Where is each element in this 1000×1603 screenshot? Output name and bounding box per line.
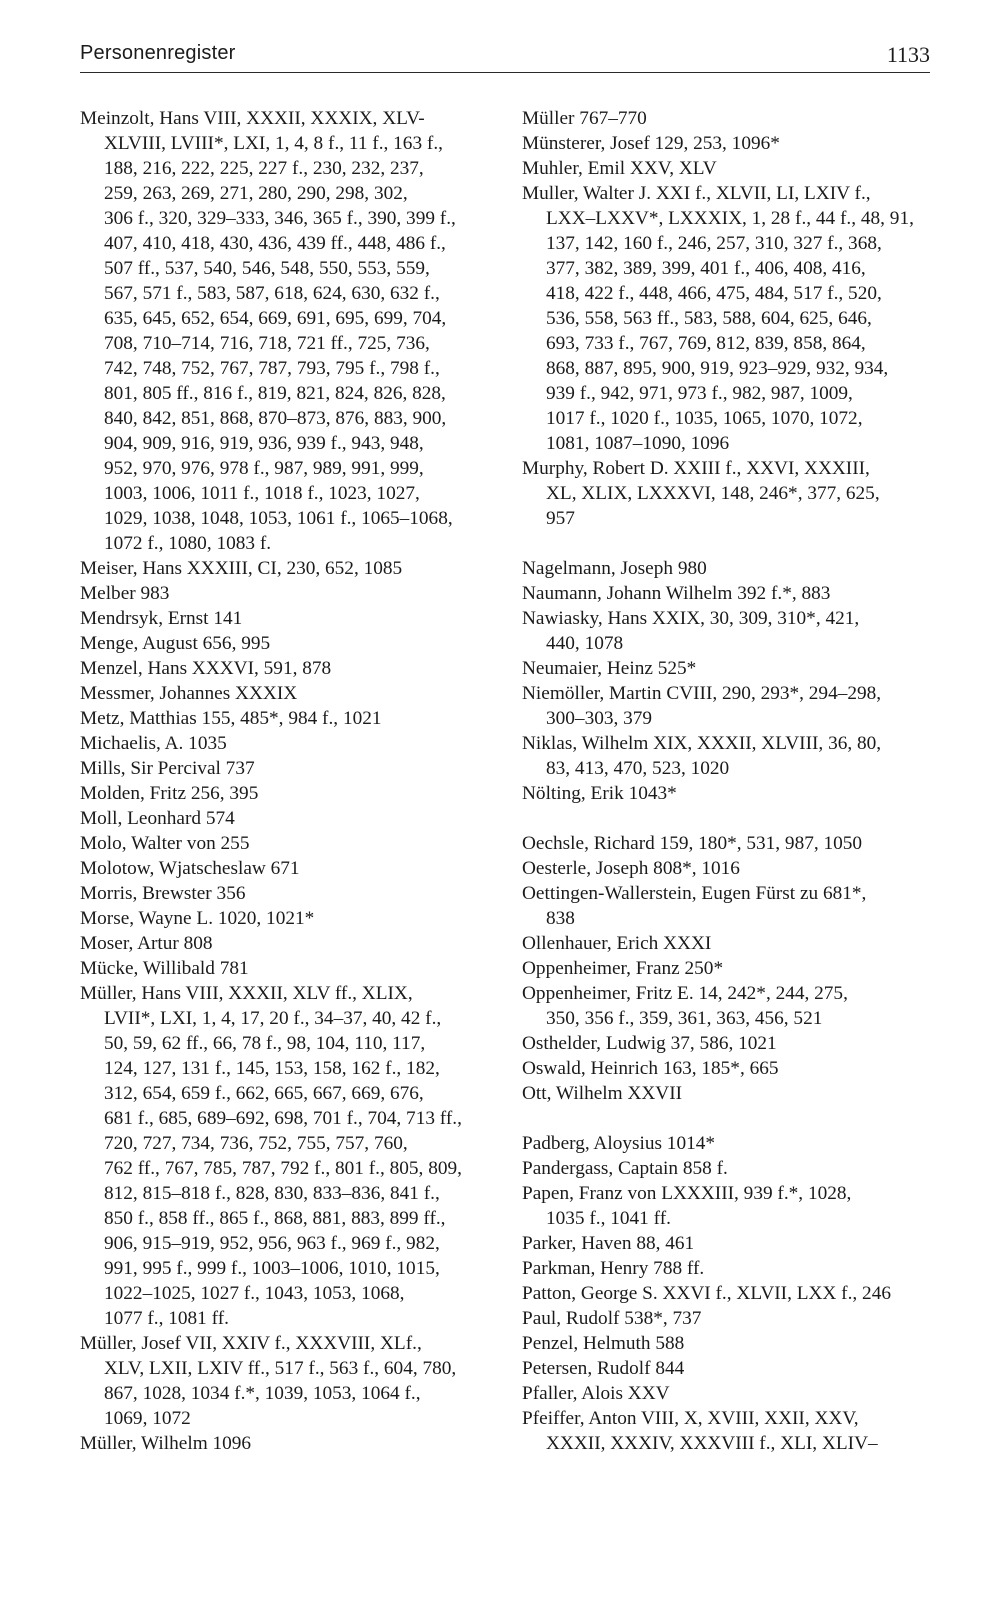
index-entry xyxy=(80,556,500,581)
index-entry-line: Ollenhauer, Erich XXXI xyxy=(522,933,712,954)
index-entry-line: 850 f., 858 ff., 865 f., 868, 881, 883, 899 ff., xyxy=(104,1208,446,1229)
index-entry xyxy=(80,656,500,681)
index-entry-line: 306 f., 320, 329–333, 346, 365 f., 390, 399 f., xyxy=(104,208,456,229)
index-entry-line: 708, 710–714, 716, 718, 721 ff., 725, 736, xyxy=(104,333,430,354)
index-entry-line: 867, 1028, 1034 f.*, 1039, 1053, 1064 f., xyxy=(104,1383,421,1404)
index-entry-line: Moll, Leonhard 574 xyxy=(80,808,235,829)
index-entry-line: Münsterer, Josef 129, 253, 1096* xyxy=(522,133,780,154)
index-entry-line: Müller, Wilhelm 1096 xyxy=(80,1433,252,1454)
index-entry xyxy=(80,631,500,656)
index-entry-line: 407, 410, 418, 430, 436, 439 ff., 448, 486 f., xyxy=(104,233,446,254)
index-entry xyxy=(522,731,937,781)
index-entry xyxy=(80,1431,500,1456)
index-entry-line: Oesterle, Joseph 808*, 1016 xyxy=(522,858,740,879)
index-entry-line: Oettingen-Wallerstein, Eugen Fürst zu 681*, xyxy=(522,883,867,904)
index-entry-line: XLVIII, LVIII*, LXI, 1, 4, 8 f., 11 f., 163 f., xyxy=(104,133,443,154)
index-entry-line: 50, 59, 62 ff., 66, 78 f., 98, 104, 110, 117, xyxy=(104,1033,426,1054)
index-column-right xyxy=(522,106,937,1456)
index-entry-line: 83, 413, 470, 523, 1020 xyxy=(546,758,730,779)
index-entry-line: 939 f., 942, 971, 973 f., 982, 987, 1009, xyxy=(546,383,853,404)
index-entry-line: Padberg, Aloysius 1014* xyxy=(522,1133,716,1154)
index-entry xyxy=(522,1356,937,1381)
index-entry-line: Menzel, Hans XXXVI, 591, 878 xyxy=(80,658,332,679)
index-entry xyxy=(80,831,500,856)
index-entry-line: 635, 645, 652, 654, 669, 691, 695, 699, 704, xyxy=(104,308,447,329)
index-entry xyxy=(522,156,937,181)
index-entry xyxy=(522,656,937,681)
index-entry-line: LVII*, LXI, 1, 4, 17, 20 f., 34–37, 40, 42 f., xyxy=(104,1008,442,1029)
index-entry-line: 906, 915–919, 952, 956, 963 f., 969 f., 982, xyxy=(104,1233,440,1254)
index-entry xyxy=(80,806,500,831)
index-entry-line: Pandergass, Captain 858 f. xyxy=(522,1158,728,1179)
letter-section-gap xyxy=(522,531,937,556)
index-entry-line: Parkman, Henry 788 ff. xyxy=(522,1258,705,1279)
index-entry xyxy=(522,1256,937,1281)
index-entry-line: Morse, Wayne L. 1020, 1021* xyxy=(80,908,315,929)
index-entry xyxy=(522,781,937,806)
index-entry-line: Meinzolt, Hans VIII, XXXII, XXXIX, XLV- xyxy=(80,108,425,129)
index-entry-line: Menge, August 656, 995 xyxy=(80,633,271,654)
index-entry xyxy=(80,956,500,981)
index-entry-line: Petersen, Rudolf 844 xyxy=(522,1358,685,1379)
index-entry-line: Muhler, Emil XXV, XLV xyxy=(522,158,717,179)
index-entry xyxy=(522,856,937,881)
index-entry-line: 312, 654, 659 f., 662, 665, 667, 669, 676, xyxy=(104,1083,424,1104)
index-entry-line: 350, 356 f., 359, 361, 363, 456, 521 xyxy=(546,1008,823,1029)
index-entry xyxy=(80,981,500,1331)
index-entry-line: Mendrsyk, Ernst 141 xyxy=(80,608,243,629)
index-entry xyxy=(522,956,937,981)
index-entry-line: Nagelmann, Joseph 980 xyxy=(522,558,707,579)
index-entry-line: Parker, Haven 88, 461 xyxy=(522,1233,695,1254)
index-entry-line: Müller 767–770 xyxy=(522,108,647,129)
index-entry xyxy=(522,1381,937,1406)
index-entry xyxy=(522,1331,937,1356)
index-entry xyxy=(80,106,500,556)
index-entry xyxy=(522,131,937,156)
index-entry-line: Müller, Josef VII, XXIV f., XXXVIII, XLf., xyxy=(80,1333,422,1354)
index-entry-line: 259, 263, 269, 271, 280, 290, 298, 302, xyxy=(104,183,408,204)
index-entry xyxy=(522,981,937,1031)
index-entry-line: Paul, Rudolf 538*, 737 xyxy=(522,1308,702,1329)
index-column-left xyxy=(80,106,500,1456)
index-entry xyxy=(80,756,500,781)
index-entry-line: 868, 887, 895, 900, 919, 923–929, 932, 934, xyxy=(546,358,889,379)
index-entry-line: Murphy, Robert D. XXIII f., XXVI, XXXIII, xyxy=(522,458,870,479)
index-entry-line: Molden, Fritz 256, 395 xyxy=(80,783,259,804)
letter-section-gap xyxy=(522,806,937,831)
index-entry xyxy=(522,1281,937,1306)
index-entry-line: Michaelis, A. 1035 xyxy=(80,733,227,754)
index-entry-line: Oechsle, Richard 159, 180*, 531, 987, 1050 xyxy=(522,833,863,854)
index-entry xyxy=(522,606,937,656)
page-header xyxy=(80,38,930,73)
index-entry-line: 957 xyxy=(546,508,575,529)
index-entry-line: Niklas, Wilhelm XIX, XXXII, XLVIII, 36, 80, xyxy=(522,733,882,754)
index-entry-line: 952, 970, 976, 978 f., 987, 989, 991, 999, xyxy=(104,458,424,479)
index-entry-line: 762 ff., 767, 785, 787, 792 f., 801 f., 805, 809, xyxy=(104,1158,462,1179)
index-entry xyxy=(80,906,500,931)
index-entry-line: Naumann, Johann Wilhelm 392 f.*, 883 xyxy=(522,583,831,604)
index-entry-line: Melber 983 xyxy=(80,583,170,604)
index-entry-line: 536, 558, 563 ff., 583, 588, 604, 625, 646, xyxy=(546,308,872,329)
index-entry-line: 1003, 1006, 1011 f., 1018 f., 1023, 1027, xyxy=(104,483,420,504)
index-entry-line: Molo, Walter von 255 xyxy=(80,833,250,854)
index-entry-line: 1081, 1087–1090, 1096 xyxy=(546,433,730,454)
index-entry-line: XL, XLIX, LXXXVI, 148, 246*, 377, 625, xyxy=(546,483,880,504)
index-entry-line: 507 ff., 537, 540, 546, 548, 550, 553, 559, xyxy=(104,258,430,279)
index-entry-line: Papen, Franz von LXXXIII, 939 f.*, 1028, xyxy=(522,1183,852,1204)
index-entry-line: 1022–1025, 1027 f., 1043, 1053, 1068, xyxy=(104,1283,405,1304)
index-entry-line: Patton, George S. XXVI f., XLVII, LXX f., 246 xyxy=(522,1283,891,1304)
index-entry-line: Nawiasky, Hans XXIX, 30, 309, 310*, 421, xyxy=(522,608,860,629)
index-entry-line: 377, 382, 389, 399, 401 f., 406, 408, 416, xyxy=(546,258,866,279)
index-entry-line: Meiser, Hans XXXIII, CI, 230, 652, 1085 xyxy=(80,558,403,579)
index-entry xyxy=(80,606,500,631)
index-entry-line: 742, 748, 752, 767, 787, 793, 795 f., 798 f., xyxy=(104,358,440,379)
index-entry xyxy=(522,181,937,456)
index-entry xyxy=(80,681,500,706)
index-entry-line: 440, 1078 xyxy=(546,633,624,654)
index-entry-line: XXXII, XXXIV, XXXVIII f., XLI, XLIV– xyxy=(546,1433,878,1454)
index-entry-line: Morris, Brewster 356 xyxy=(80,883,246,904)
index-entry xyxy=(80,1331,500,1431)
index-entry-line: XLV, LXII, LXIV ff., 517 f., 563 f., 604, 780, xyxy=(104,1358,457,1379)
index-entry xyxy=(522,681,937,731)
index-entry-line: Pfaller, Alois XXV xyxy=(522,1383,670,1404)
index-entry-line: Penzel, Helmuth 588 xyxy=(522,1333,685,1354)
index-entry-line: 681 f., 685, 689–692, 698, 701 f., 704, 713 ff., xyxy=(104,1108,462,1129)
index-entry xyxy=(522,1156,937,1181)
index-entry-line: 812, 815–818 f., 828, 830, 833–836, 841 f., xyxy=(104,1183,440,1204)
index-entry xyxy=(522,581,937,606)
index-entry xyxy=(522,1181,937,1231)
index-entry xyxy=(522,1081,937,1106)
index-entry xyxy=(522,1306,937,1331)
index-entry-line: Moser, Artur 808 xyxy=(80,933,213,954)
index-entry-line: LXX–LXXV*, LXXXIX, 1, 28 f., 44 f., 48, 91, xyxy=(546,208,914,229)
index-entry-line: 1069, 1072 xyxy=(104,1408,191,1429)
index-entry-line: 1077 f., 1081 ff. xyxy=(104,1308,229,1329)
index-entry xyxy=(522,456,937,531)
index-entry xyxy=(80,856,500,881)
index-entry-line: 904, 909, 916, 919, 936, 939 f., 943, 948, xyxy=(104,433,424,454)
index-entry-line: Metz, Matthias 155, 485*, 984 f., 1021 xyxy=(80,708,382,729)
index-entry xyxy=(80,581,500,606)
index-entry-line: Pfeiffer, Anton VIII, X, XVIII, XXII, XXV, xyxy=(522,1408,859,1429)
index-entry xyxy=(522,106,937,131)
index-entry xyxy=(80,731,500,756)
page-number: 1133 xyxy=(886,42,930,67)
index-entry-line: Niemöller, Martin CVIII, 290, 293*, 294–298, xyxy=(522,683,882,704)
index-entry-line: 840, 842, 851, 868, 870–873, 876, 883, 900, xyxy=(104,408,447,429)
index-entry-line: 693, 733 f., 767, 769, 812, 839, 858, 864, xyxy=(546,333,866,354)
index-entry xyxy=(522,881,937,931)
index-entry-line: 1029, 1038, 1048, 1053, 1061 f., 1065–1068, xyxy=(104,508,453,529)
index-entry-line: Oswald, Heinrich 163, 185*, 665 xyxy=(522,1058,779,1079)
index-entry-line: 188, 216, 222, 225, 227 f., 230, 232, 237, xyxy=(104,158,424,179)
index-entry xyxy=(522,831,937,856)
index-entry xyxy=(80,881,500,906)
index-entry xyxy=(522,1231,937,1256)
index-entry-line: Mücke, Willibald 781 xyxy=(80,958,249,979)
letter-section-gap xyxy=(522,1106,937,1131)
index-entry-line: Müller, Hans VIII, XXXII, XLV ff., XLIX, xyxy=(80,983,413,1004)
index-entry-line: 1072 f., 1080, 1083 f. xyxy=(104,533,272,554)
index-entry-line: 567, 571 f., 583, 587, 618, 624, 630, 632 f., xyxy=(104,283,440,304)
index-entry-line: Mills, Sir Percival 737 xyxy=(80,758,255,779)
index-entry-line: Molotow, Wjatscheslaw 671 xyxy=(80,858,300,879)
index-entry-line: Osthelder, Ludwig 37, 586, 1021 xyxy=(522,1033,777,1054)
index-entry xyxy=(522,1056,937,1081)
index-entry-line: Oppenheimer, Franz 250* xyxy=(522,958,724,979)
index-entry xyxy=(522,931,937,956)
index-entry-line: Ott, Wilhelm XXVII xyxy=(522,1083,683,1104)
index-entry-line: Oppenheimer, Fritz E. 14, 242*, 244, 275, xyxy=(522,983,848,1004)
index-entry xyxy=(80,706,500,731)
index-entry-line: 720, 727, 734, 736, 752, 755, 757, 760, xyxy=(104,1133,408,1154)
index-entry-line: 1035 f., 1041 ff. xyxy=(546,1208,671,1229)
index-entry xyxy=(522,1406,937,1456)
index-entry-line: 838 xyxy=(546,908,575,929)
index-entry-line: Neumaier, Heinz 525* xyxy=(522,658,697,679)
index-entry-line: Nölting, Erik 1043* xyxy=(522,783,677,804)
index-entry-line: 801, 805 ff., 816 f., 819, 821, 824, 826, 828, xyxy=(104,383,446,404)
index-entry xyxy=(522,1031,937,1056)
running-title: Personenregister xyxy=(80,42,236,64)
index-entry-line: 124, 127, 131 f., 145, 153, 158, 162 f., 182, xyxy=(104,1058,440,1079)
index-entry-line: Muller, Walter J. XXI f., XLVII, LI, LXIV f., xyxy=(522,183,871,204)
index-entry-line: Messmer, Johannes XXXIX xyxy=(80,683,298,704)
index-entry-line: 991, 995 f., 999 f., 1003–1006, 1010, 1015, xyxy=(104,1258,440,1279)
index-entry xyxy=(522,556,937,581)
index-entry xyxy=(80,781,500,806)
index-entry-line: 137, 142, 160 f., 246, 257, 310, 327 f., 368, xyxy=(546,233,882,254)
index-entry-line: 418, 422 f., 448, 466, 475, 484, 517 f., 520, xyxy=(546,283,882,304)
index-entry xyxy=(522,1131,937,1156)
index-entry xyxy=(80,931,500,956)
index-entry-line: 300–303, 379 xyxy=(546,708,653,729)
index-entry-line: 1017 f., 1020 f., 1035, 1065, 1070, 1072, xyxy=(546,408,863,429)
